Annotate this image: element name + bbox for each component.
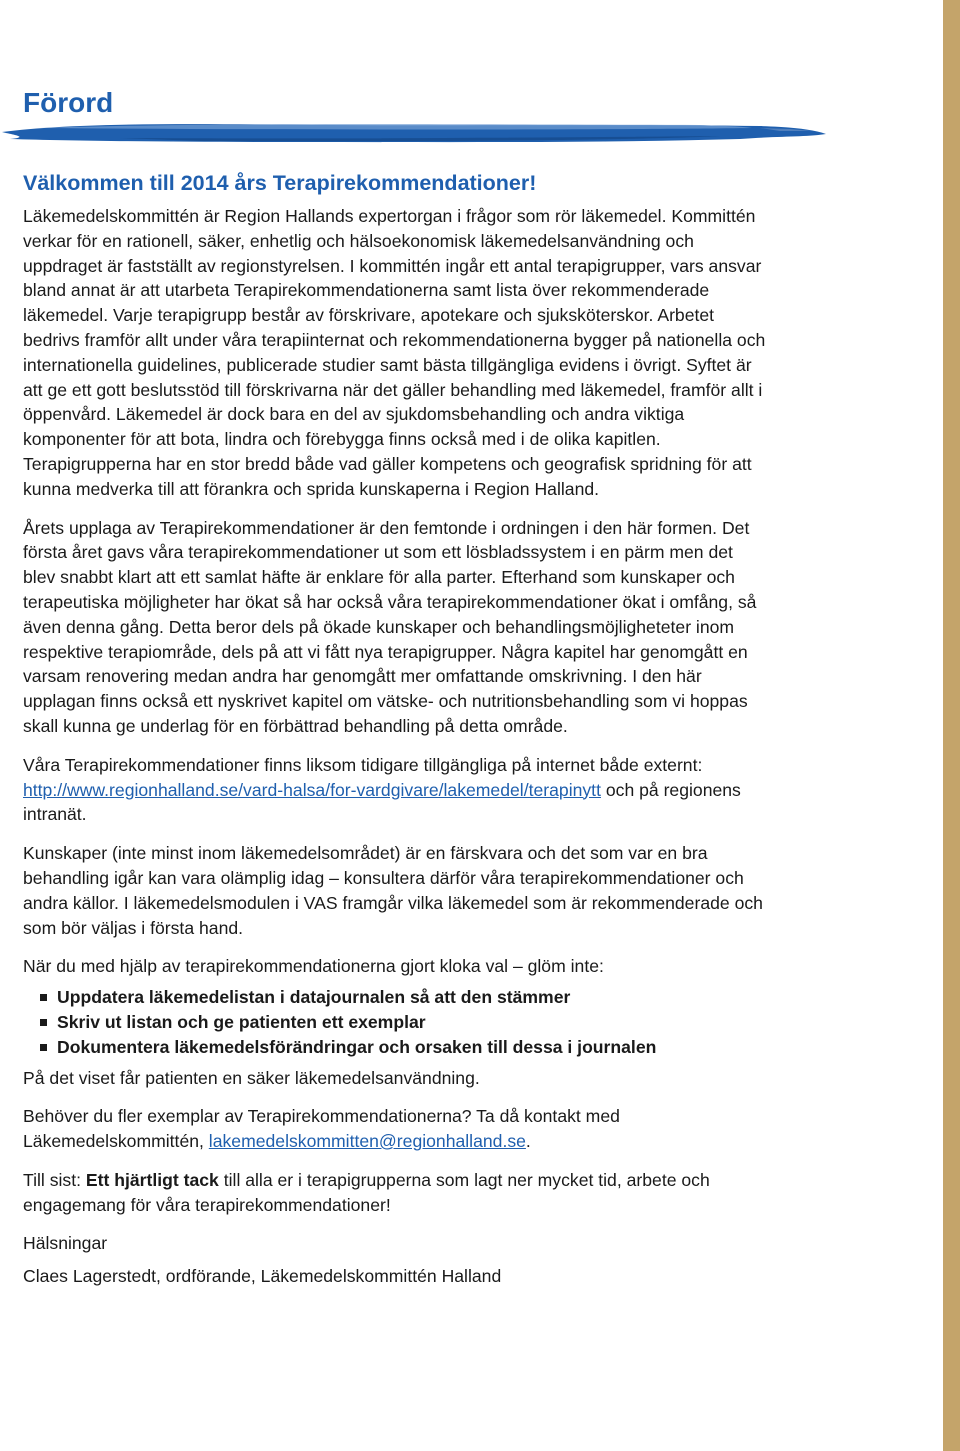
thanks-text-end: till alla er i terapigrupperna som lagt ner mycket tid, arbete och engagemang för våra terapirekommendationer! — [23, 1169, 710, 1215]
edition-paragraph: Årets upplaga av Terapirekommendationer är den femtonde i ordningen i den här formen. Det första året gavs våra terapirekommendationer ut som ett lösbladssystem i en pärm men det blev snabbt klart att ett samlat häfte är enklare för alla parter. Efterhand som kunskaper och terapeutiska möjligheter har ökat så har också våra terapirekommendationer ökat i omfång, så även denna gång. Detta beror dels på ökade kunskaper och behandlingsmöjligheteter inom respektive terapiområde, dels på att vi fått nya terapigrupper. Några kapitel har genomgått en varsam renovering medan andra har genomgått mer omfattande omskrivning. I den här upplagan finns också ett nyskrivet kapitel om vätske- och nutritionsbehandling som vi hoppas skall kunna ge underlag för en förbättrad behandling på detta område. — [23, 517, 757, 736]
contact-paragraph — [23, 1104, 768, 1154]
list-item-text: Dokumentera läkemedelsförändringar och orsaken till dessa i journalen — [57, 1036, 657, 1057]
email-link[interactable]: lakemedelskommitten@regionhalland.se — [208, 1131, 526, 1152]
square-bullet-icon — [40, 994, 47, 1001]
main-content — [23, 168, 768, 1297]
safety-paragraph: På det viset får patienten en säker läkemedelsanvändning. — [23, 1067, 480, 1088]
contact-text-start: Behöver du fler exemplar av Terapirekommendationerna? Ta då kontakt med Läkemedelskommittén, — [23, 1106, 620, 1152]
thanks-bold-text: Ett hjärtligt tack — [85, 1169, 219, 1190]
reminder-checklist — [23, 985, 768, 1059]
greeting: Hälsningar — [23, 1233, 108, 1254]
welcome-heading: Välkommen till 2014 års Terapirekommendationer! — [23, 171, 537, 195]
availability-paragraph — [23, 753, 768, 827]
list-item — [23, 1035, 768, 1060]
intro-paragraph: Läkemedelskommittén är Region Hallands expertorgan i frågor som rör läkemedel. Kommittén verkar för en rationell, säker, enhetlig och hälsoekonomisk läkemedelsanvändning och uppdraget är fastställt av regionstyrelsen. I kommittén ingår ett antal terapigrupper, vars ansvar bland annat är att utarbeta Terapirekommendationerna samt lista över rekommenderade läkemedel. Varje terapigrupp består av förskrivare, apotekare och sjuksköterskor. Arbetet bedrivs framför allt under våra terapiinternat och rekommendationerna bygger på nationella och internationella guidelines, publicerade studier samt bästa tillgängliga evidens i övrigt. Syftet är att ge ett gott beslutsstöd till förskrivarna när det gäller behandling med läkemedel, framför allt i öppenvård. Läkemedel är dock bara en del av sjukdomsbehandling och andra viktiga komponenter för att bota, lindra och förebygga finns också med i de olika kapitlen. Terapigrupperna har en stor bredd både vad gäller kompetens och geografisk spridning för att kunna medverka till att förankra och sprida kunskaperna i Region Halland. — [23, 206, 766, 499]
list-item — [23, 985, 768, 1010]
terapinytt-link[interactable]: http://www.regionhalland.se/vard-halsa/for-vardgivare/lakemedel/terapinytt — [23, 779, 601, 800]
square-bullet-icon — [40, 1044, 47, 1051]
signature-name: Claes Lagerstedt, ordförande, Läkemedelskommittén Halland — [23, 1266, 502, 1287]
thanks-text-start: Till sist: — [23, 1169, 86, 1190]
thanks-paragraph — [23, 1168, 768, 1218]
list-item-text: Skriv ut listan och ge patienten ett exemplar — [57, 1011, 426, 1032]
availability-text-end: och på regionens intranät. — [23, 779, 741, 825]
brush-stroke-divider — [0, 112, 830, 154]
contact-text-end: . — [525, 1131, 531, 1152]
list-item-text: Uppdatera läkemedelistan i datajournalen så att den stämmer — [57, 987, 571, 1008]
gold-side-stripe — [943, 0, 960, 1451]
reminder-intro: När du med hjälp av terapirekommendationerna gjort kloka val – glöm inte: — [23, 956, 604, 977]
availability-text-start: Våra Terapirekommendationer finns liksom tidigare tillgängliga på internet både externt: — [23, 754, 703, 775]
list-item — [23, 1010, 768, 1035]
knowledge-paragraph: Kunskaper (inte minst inom läkemedelsområdet) är en färskvara och det som var en bra behandling igår kan vara olämplig idag – konsultera därför våra terapirekommendationer och andra källor. I läkemedelsmodulen i VAS framgår vilka läkemedel som är rekommenderade och som bör väljas i första hand. — [23, 843, 763, 938]
page-title: Förord — [23, 87, 114, 118]
square-bullet-icon — [40, 1019, 47, 1026]
